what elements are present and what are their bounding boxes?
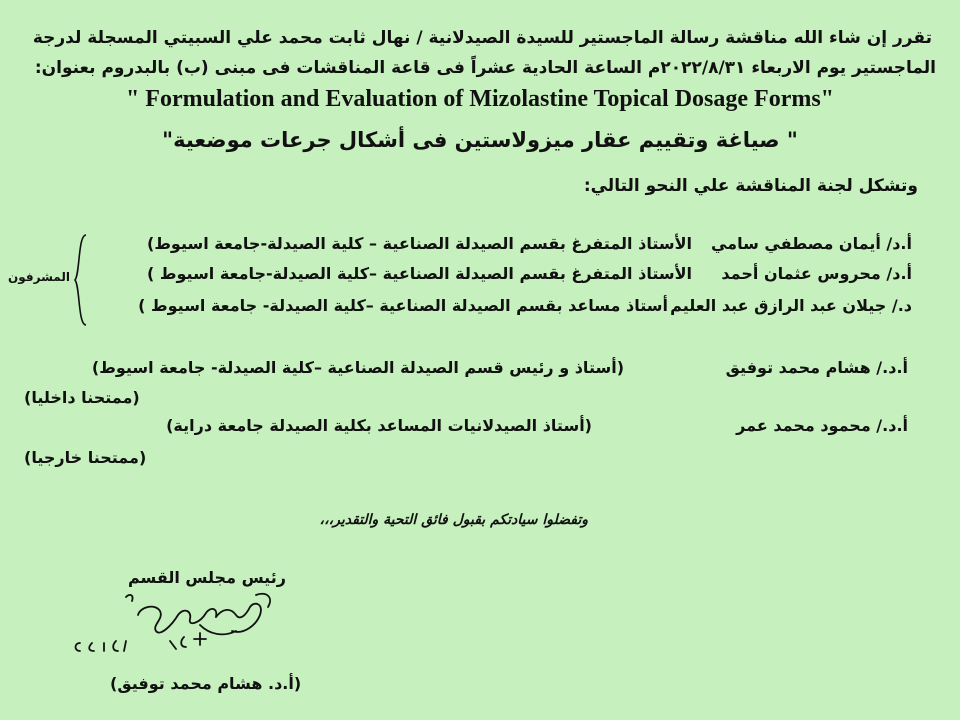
- intro-line-1: تقرر إن شاء الله مناقشة رسالة الماجستير للسيدة الصيدلانية / نهال ثابت محمد علي السبيتي المسجلة لدرجة: [32, 28, 932, 48]
- supervisor-name: أ.د/ محروس عثمان أحمد: [721, 264, 912, 283]
- supervisor-position: الأستاذ المتفرغ بقسم الصيدلة الصناعية –كلية الصيدلة-جامعة اسيوط ): [147, 264, 692, 283]
- supervisors-label: المشرفون: [8, 270, 70, 284]
- supervisor-position: أستاذ مساعد بقسم الصيدلة الصناعية –كلية الصيدلة- جامعة اسيوط ): [138, 296, 668, 315]
- examiner-position: (أستاذ الصيدلانيات المساعد بكلية الصيدلة جامعة دراية): [166, 416, 592, 435]
- examiner-name: أ.د./ هشام محمد توفيق: [725, 358, 908, 377]
- closing-line: وتفضلوا سيادتكم بقبول فائق التحية والتقدير،،،: [319, 512, 588, 528]
- examiner-position: (أستاذ و رئيس قسم الصيدلة الصناعية –كلية الصيدلة- جامعة اسيوط): [91, 358, 624, 377]
- intro-line-2: الماجستير يوم الاربعاء ٢٠٢٢/٨/٣١م الساعة الحادية عشراً فى قاعة المناقشات فى مبنى (ب) بالبدروم بعنوان:: [34, 58, 936, 78]
- examiner-role: (ممتحنا داخليا): [24, 388, 140, 407]
- handwritten-signature: [60, 585, 290, 675]
- supervisor-name: د./ جيلان عبد الرازق عبد العليم: [670, 296, 912, 315]
- examiner-name: أ.د./ محمود محمد عمر: [736, 416, 908, 435]
- thesis-title-arabic: " صياغة وتقييم عقار ميزولاستين فى أشكال جرعات موضعية": [162, 128, 798, 152]
- supervisors-brace: [74, 234, 88, 326]
- thesis-title-english: " Formulation and Evaluation of Mizolastine Topical Dosage Forms": [125, 86, 834, 112]
- department-head-name: (أ.د. هشام محمد توفيق): [110, 674, 302, 693]
- supervisor-name: أ.د/ أيمان مصطفي سامي: [710, 234, 912, 253]
- committee-intro: وتشكل لجنة المناقشة علي النحو التالي:: [583, 176, 918, 196]
- department-head-title: رئيس مجلس القسم: [128, 568, 286, 587]
- examiner-role: (ممتحنا خارجيا): [24, 448, 147, 467]
- supervisor-position: الأستاذ المتفرغ بقسم الصيدلة الصناعية – كلية الصيدلة-جامعة اسيوط): [147, 234, 692, 253]
